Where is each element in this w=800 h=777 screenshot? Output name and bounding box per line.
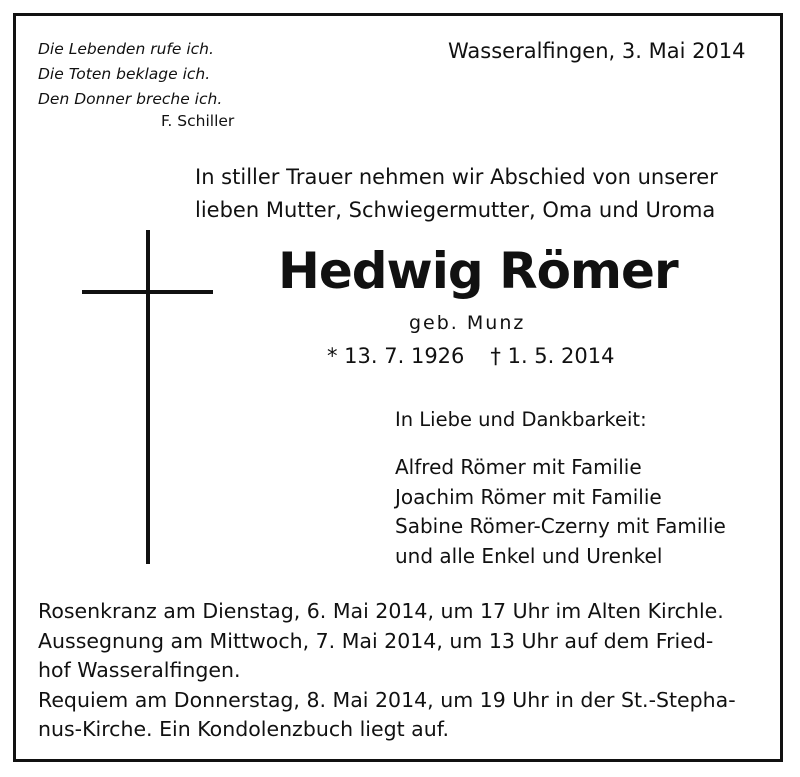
mourner-line: Alfred Römer mit Familie bbox=[395, 455, 642, 479]
intro-text bbox=[195, 161, 718, 227]
schedule-line: nus-Kirche. Ein Kondolenzbuch liegt auf. bbox=[38, 717, 449, 741]
schedule-line: Rosenkranz am Dienstag, 6. Mai 2014, um 17 Uhr im Alten Kirchle. bbox=[38, 599, 724, 623]
quote-line: Die Toten beklage ich. bbox=[38, 65, 211, 83]
mourners-list bbox=[395, 453, 726, 571]
quote-line: Den Donner breche ich. bbox=[38, 90, 223, 108]
obituary-notice bbox=[13, 13, 783, 762]
service-schedule bbox=[38, 597, 736, 745]
quote-author: F. Schiller bbox=[161, 112, 235, 130]
intro-line: lieben Mutter, Schwiegermutter, Oma und Uroma bbox=[195, 198, 716, 222]
death-date: † 1. 5. 2014 bbox=[490, 344, 615, 368]
mourner-line: Joachim Römer mit Familie bbox=[395, 484, 662, 509]
intro-line: In stiller Trauer nehmen wir Abschied von unserer bbox=[195, 165, 718, 189]
birth-name: geb. Munz bbox=[409, 312, 526, 334]
cross-vertical-bar bbox=[146, 230, 150, 564]
quote-line: Die Lebenden rufe ich. bbox=[38, 40, 214, 58]
cross-horizontal-bar bbox=[82, 290, 213, 294]
schedule-line: Requiem am Donnerstag, 8. Mai 2014, um 19 Uhr in der St.-Stepha- bbox=[38, 687, 736, 712]
schedule-line: hof Wasseralfingen. bbox=[38, 658, 241, 682]
life-dates bbox=[327, 344, 614, 368]
place-and-date: Wasseralfingen, 3. Mai 2014 bbox=[448, 39, 746, 63]
mourners-heading: In Liebe und Dankbarkeit: bbox=[395, 408, 647, 431]
birth-date: * 13. 7. 1926 bbox=[327, 344, 465, 368]
deceased-name: Hedwig Römer bbox=[278, 242, 678, 300]
schiller-quote bbox=[38, 37, 222, 112]
mourner-line: und alle Enkel und Urenkel bbox=[395, 543, 663, 568]
schedule-line: Aussegnung am Mittwoch, 7. Mai 2014, um 13 Uhr auf dem Fried- bbox=[38, 628, 714, 653]
mourner-line: Sabine Römer-Czerny mit Familie bbox=[395, 514, 726, 538]
